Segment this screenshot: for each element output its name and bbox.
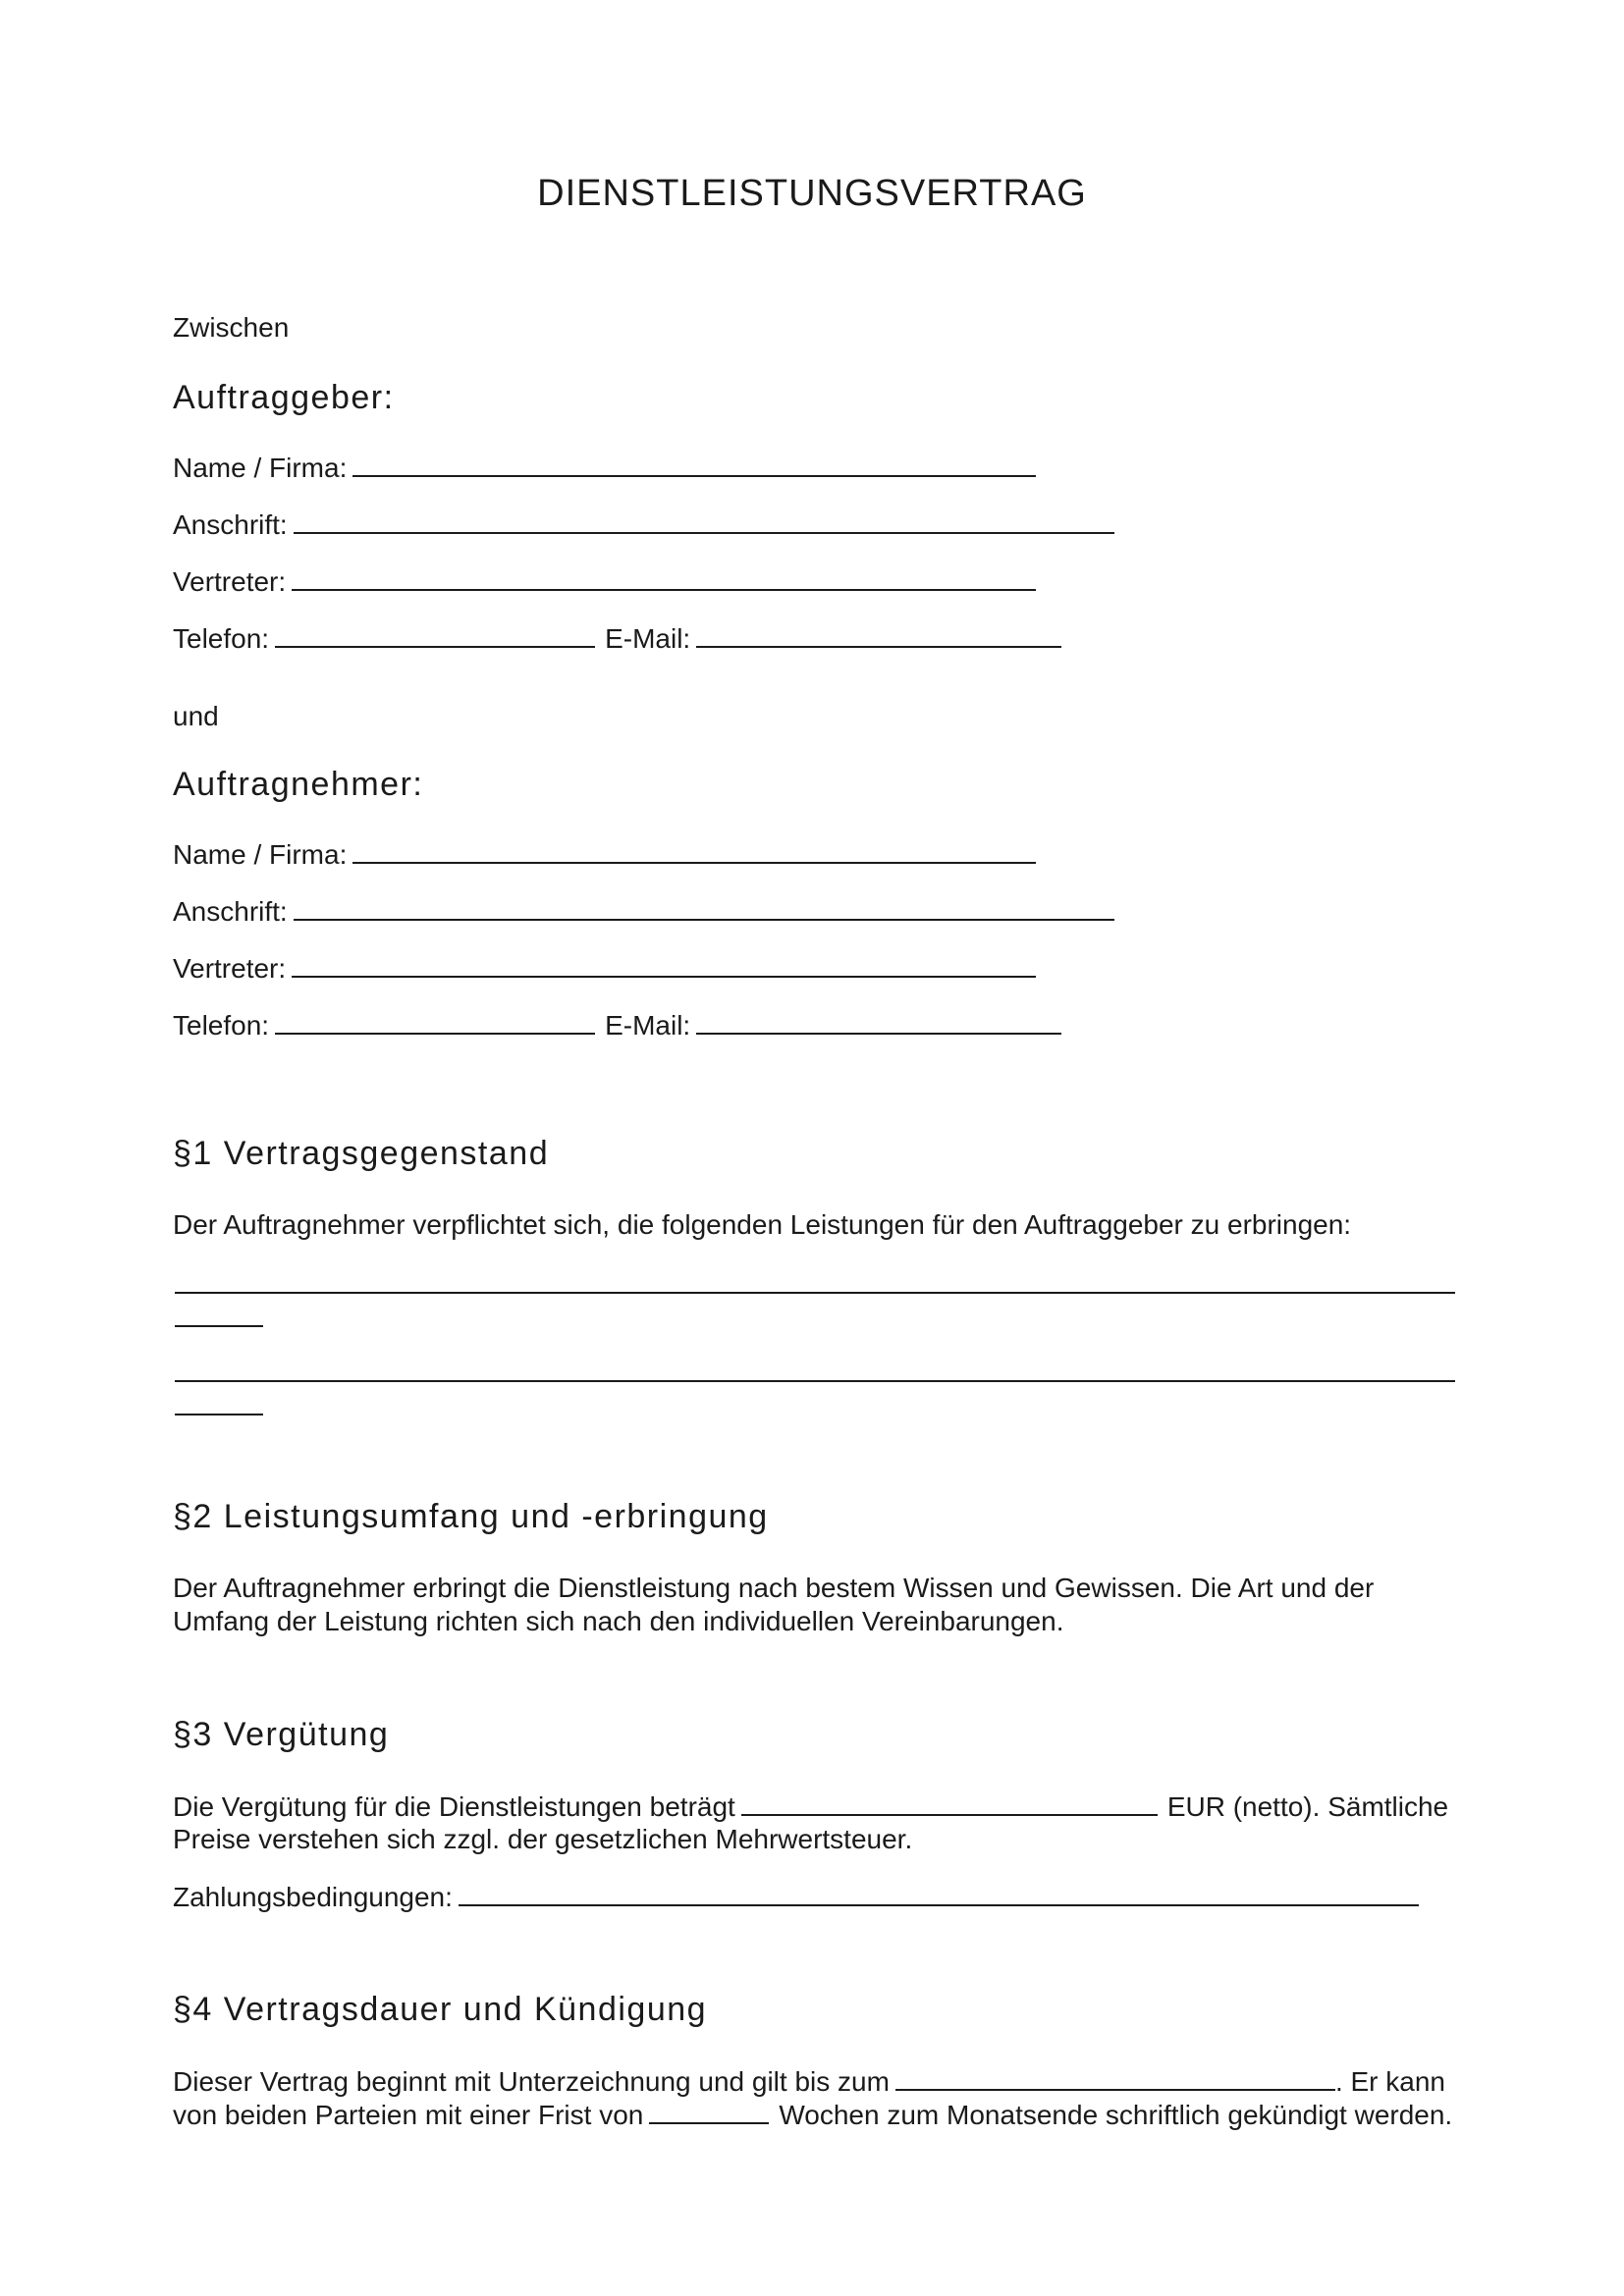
service-description-line-2-cont[interactable] xyxy=(175,1414,263,1415)
contractor-name-label: Name / Firma: xyxy=(173,839,348,870)
section3-line-2: Preise verstehen sich zzgl. der gesetzlichen Mehrwertsteuer. xyxy=(173,1824,913,1854)
client-address-label: Anschrift: xyxy=(173,509,288,540)
contractor-address-field[interactable] xyxy=(294,895,1114,921)
section2-line-2: Umfang der Leistung richten sich nach den individuellen Vereinbarungen. xyxy=(173,1606,1064,1636)
notice-text-pre: von beiden Parteien mit einer Frist von xyxy=(173,2100,644,2130)
contractor-name-field[interactable] xyxy=(352,838,1036,864)
section1-text: Der Auftragnehmer verpflichtet sich, die folgenden Leistungen für den Auftraggeber zu erbringen: xyxy=(173,1209,1352,1240)
connector-text: und xyxy=(173,701,219,731)
contractor-contact-row xyxy=(173,1009,1061,1041)
section3-line-1 xyxy=(173,1790,1448,1823)
client-address-row xyxy=(173,508,1114,541)
client-contact-row xyxy=(173,622,1061,655)
section4-line-1 xyxy=(173,2065,1445,2098)
client-representative-label: Vertreter: xyxy=(173,566,287,597)
client-representative-row xyxy=(173,565,1036,598)
contractor-phone-label: Telefon: xyxy=(173,1010,270,1041)
remuneration-amount-field[interactable] xyxy=(741,1790,1158,1816)
payment-terms-row xyxy=(173,1881,1419,1913)
service-description-line-2[interactable] xyxy=(175,1380,1455,1382)
client-representative-field[interactable] xyxy=(292,565,1036,591)
section4-heading: §4 Vertragsdauer und Kündigung xyxy=(173,1991,708,2028)
contractor-email-label: E-Mail: xyxy=(605,1010,691,1041)
section3-heading: §3 Vergütung xyxy=(173,1716,390,1753)
payment-terms-field[interactable] xyxy=(459,1881,1419,1906)
remuneration-text-post: EUR (netto). Sämtliche xyxy=(1166,1791,1449,1822)
client-email-field[interactable] xyxy=(696,622,1061,648)
client-email-label: E-Mail: xyxy=(605,623,691,654)
intro-text: Zwischen xyxy=(173,312,290,343)
service-description-line-1[interactable] xyxy=(175,1292,1455,1294)
contractor-address-label: Anschrift: xyxy=(173,896,288,927)
contractor-name-row xyxy=(173,838,1036,871)
client-phone-label: Telefon: xyxy=(173,623,270,654)
client-name-label: Name / Firma: xyxy=(173,453,348,483)
contractor-representative-label: Vertreter: xyxy=(173,953,287,984)
section2-heading: §2 Leistungsumfang und -erbringung xyxy=(173,1498,769,1535)
section4-line-2 xyxy=(173,2099,1452,2131)
remuneration-text-pre: Die Vergütung für die Dienstleistungen beträgt xyxy=(173,1791,735,1822)
section1-heading: §1 Vertragsgegenstand xyxy=(173,1135,550,1172)
client-address-field[interactable] xyxy=(294,508,1114,534)
payment-terms-label: Zahlungsbedingungen: xyxy=(173,1882,453,1912)
end-date-field[interactable] xyxy=(895,2065,1335,2091)
client-phone-field[interactable] xyxy=(275,622,595,648)
notice-period-field[interactable] xyxy=(649,2099,769,2124)
client-name-row xyxy=(173,452,1036,484)
contractor-email-field[interactable] xyxy=(696,1009,1061,1035)
contractor-phone-field[interactable] xyxy=(275,1009,595,1035)
duration-text-pre: Dieser Vertrag beginnt mit Unterzeichnung und gilt bis zum xyxy=(173,2066,890,2097)
document-title: DIENSTLEISTUNGSVERTRAG xyxy=(537,173,1087,214)
client-name-field[interactable] xyxy=(352,452,1036,477)
service-description-line-1-cont[interactable] xyxy=(175,1325,263,1327)
contractor-representative-field[interactable] xyxy=(292,952,1036,978)
contractor-address-row xyxy=(173,895,1114,928)
notice-text-post: Wochen zum Monatsende schriftlich gekündigt werden. xyxy=(779,2100,1453,2130)
section2-line-1: Der Auftragnehmer erbringt die Dienstleistung nach bestem Wissen und Gewissen. Die Art und der xyxy=(173,1573,1375,1603)
client-heading: Auftraggeber: xyxy=(173,379,395,416)
duration-text-post: . Er kann xyxy=(1334,2066,1445,2097)
contractor-representative-row xyxy=(173,952,1036,985)
contractor-heading: Auftragnehmer: xyxy=(173,766,424,803)
